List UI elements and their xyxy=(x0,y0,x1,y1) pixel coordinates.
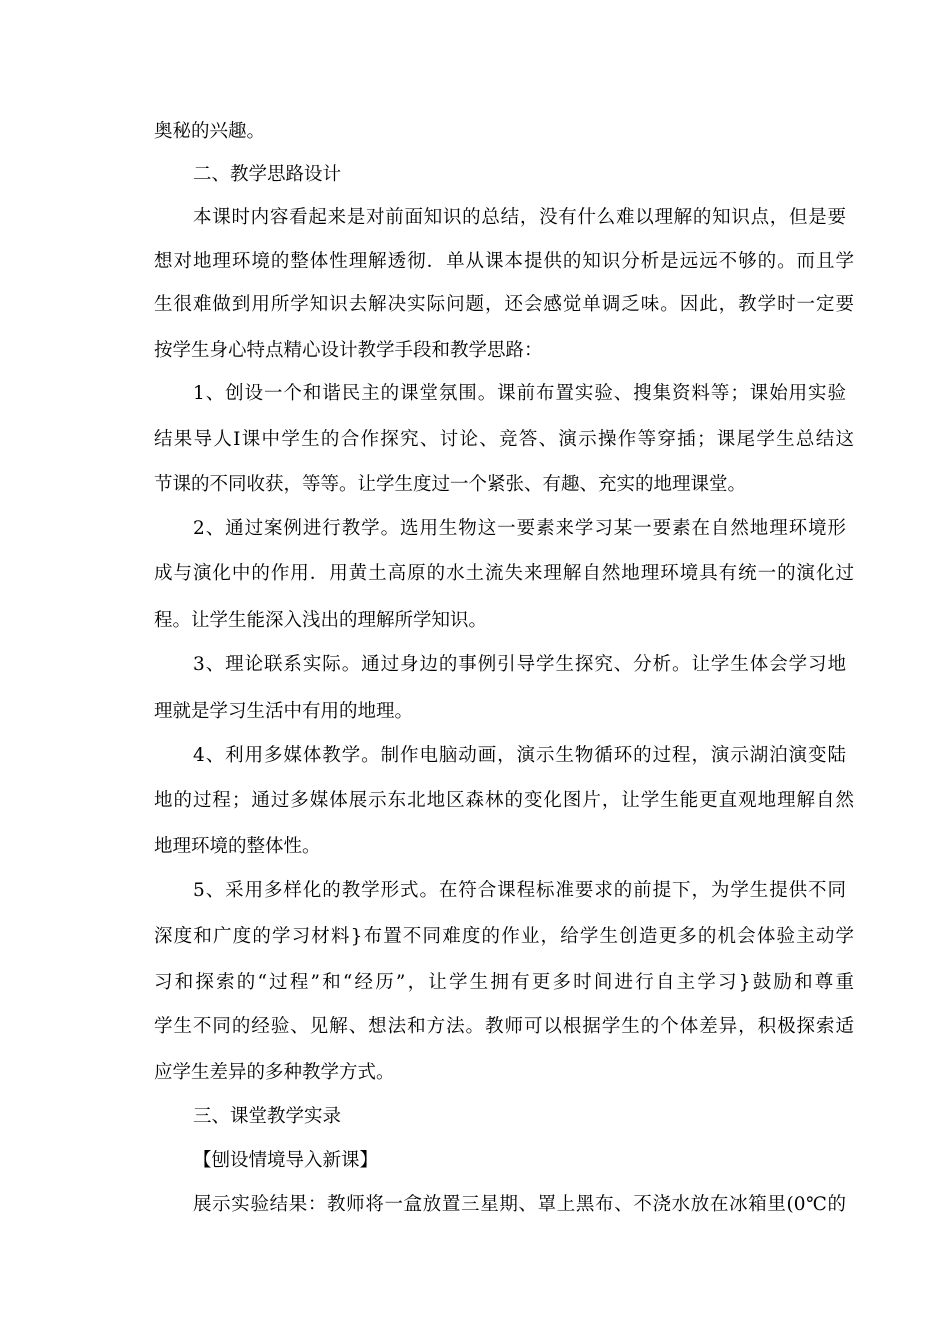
subsection-heading: 【刨设情境导入新课】 xyxy=(193,1150,379,1171)
text-line: 理就是学习生活中有用的地理。 xyxy=(154,701,414,722)
text-line: 奥秘的兴趣。 xyxy=(154,121,266,142)
section-heading: 三、课堂教学实录 xyxy=(193,1106,342,1127)
text-line: 本课时内容看起来是对前面知识的总结，没有什么难以理解的知识点，但是要 xyxy=(193,207,846,228)
text-line: 节课的不同收获，等等。让学生度过一个紧张、有趣、充实的地理课堂。 xyxy=(154,474,747,495)
text-line: 1、创设一个和谐民主的课堂氛围。课前布置实验、搜集资料等；课始用实验 xyxy=(193,383,846,404)
text-line: 学生不同的经验、见解、想法和方法。教师可以根据学生的个体差异，积极探索适 xyxy=(154,1016,854,1037)
text-line: 成与演化中的作用．用黄土高原的水土流失来理解自然地理环境具有统一的演化过 xyxy=(154,563,854,584)
text-line: 生很难做到用所学知识去解决实际问题，还会感觉单调乏味。因此，教学时一定要 xyxy=(154,294,854,315)
text-line: 展示实验结果：教师将一盒放置三星期、罩上黑布、不浇水放在冰箱里(0℃的 xyxy=(193,1194,846,1215)
text-line: 地的过程；通过多媒体展示东北地区森林的变化图片，让学生能更直观地理解自然 xyxy=(154,790,854,811)
text-line: 结果导人I课中学生的合作探究、讨论、竞答、演示操作等穿插；课尾学生总结这 xyxy=(154,429,854,450)
text-line: 2、通过案例进行教学。选用生物这一要素来学习某一要素在自然地理环境形 xyxy=(193,518,846,539)
text-line: 想对地理环境的整体性理解透彻．单从课本提供的知识分析是远远不够的。而且学 xyxy=(154,251,854,272)
text-line: 程。让学生能深入浅出的理解所学知识。 xyxy=(154,610,488,631)
text-line: 深度和广度的学习材料}布置不同难度的作业，给学生创造更多的机会体验主动学 xyxy=(154,926,854,947)
text-line: 地理环境的整体性。 xyxy=(154,836,321,857)
text-line: 习和探索的“过程”和“经历”，让学生拥有更多时间进行自主学习}鼓励和尊重 xyxy=(154,972,854,993)
text-line: 3、理论联系实际。通过身边的事例引导学生探究、分析。让学生体会学习地 xyxy=(193,654,846,675)
text-line: 按学生身心特点精心设计教学手段和教学思路： xyxy=(154,340,543,361)
text-line: 5、采用多样化的教学形式。在符合课程标准要求的前提下，为学生提供不同 xyxy=(193,880,846,901)
section-heading: 二、教学思路设计 xyxy=(193,164,342,185)
text-line: 4、利用多媒体教学。制作电脑动画，演示生物循环的过程，演示湖泊演变陆 xyxy=(193,745,846,766)
text-line: 应学生差异的多种教学方式。 xyxy=(154,1062,395,1083)
